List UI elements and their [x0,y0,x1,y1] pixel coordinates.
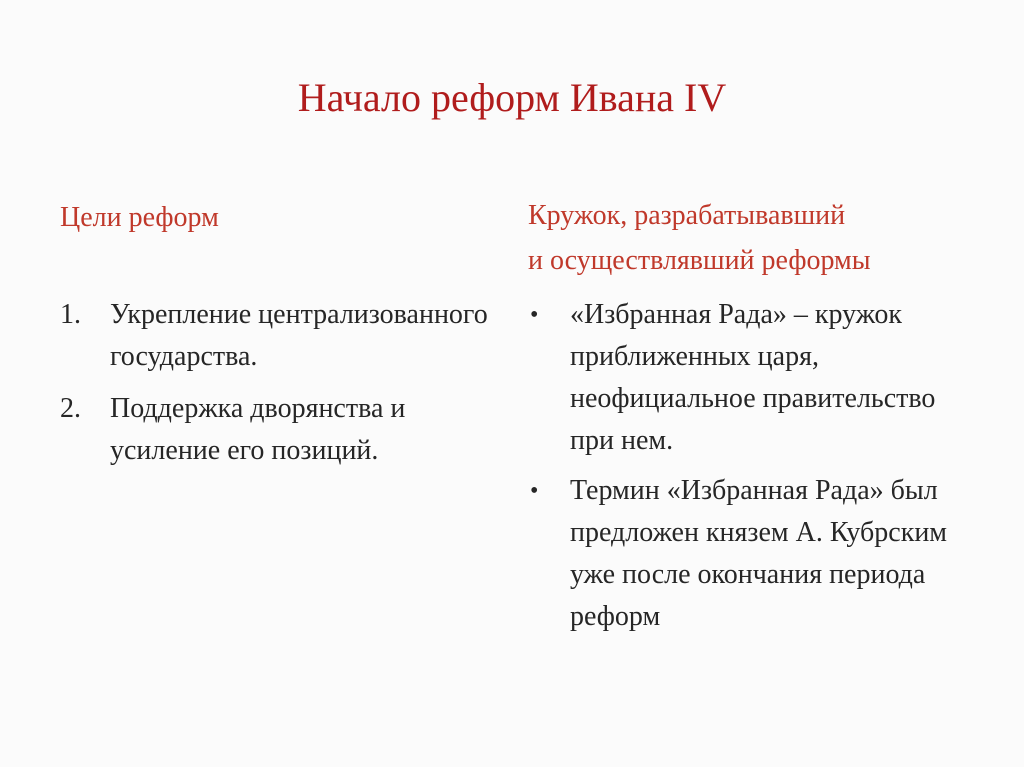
list-number: 1. [60,299,81,330]
goals-list [60,294,500,482]
list-number: 2. [60,393,81,424]
bullet-icon: • [530,478,539,504]
circle-list [528,294,978,646]
circle-heading-line2: и осуществлявший реформы [528,245,871,276]
slide-title: Начало реформ Ивана IV [297,75,727,120]
circle-heading-line1: Кружок, разрабатывавший [528,200,846,231]
list-item-text: «Избранная Рада» – кружок приближенных царя, неофициальное правительство при нем. [570,299,936,456]
list-item [528,294,978,462]
goals-heading: Цели реформ [60,202,219,233]
list-item [528,470,978,638]
list-item [60,388,500,472]
list-item-text: Укрепление централизованного государства. [110,299,488,372]
bullet-icon: • [530,302,539,328]
list-item [60,294,500,378]
list-item-text: Термин «Избранная Рада» был предложен князем А. Кубрским уже после окончания периода реформ [570,475,948,632]
circle-heading [528,193,871,283]
list-item-text: Поддержка дворянства и усиление его позиций. [110,393,406,466]
